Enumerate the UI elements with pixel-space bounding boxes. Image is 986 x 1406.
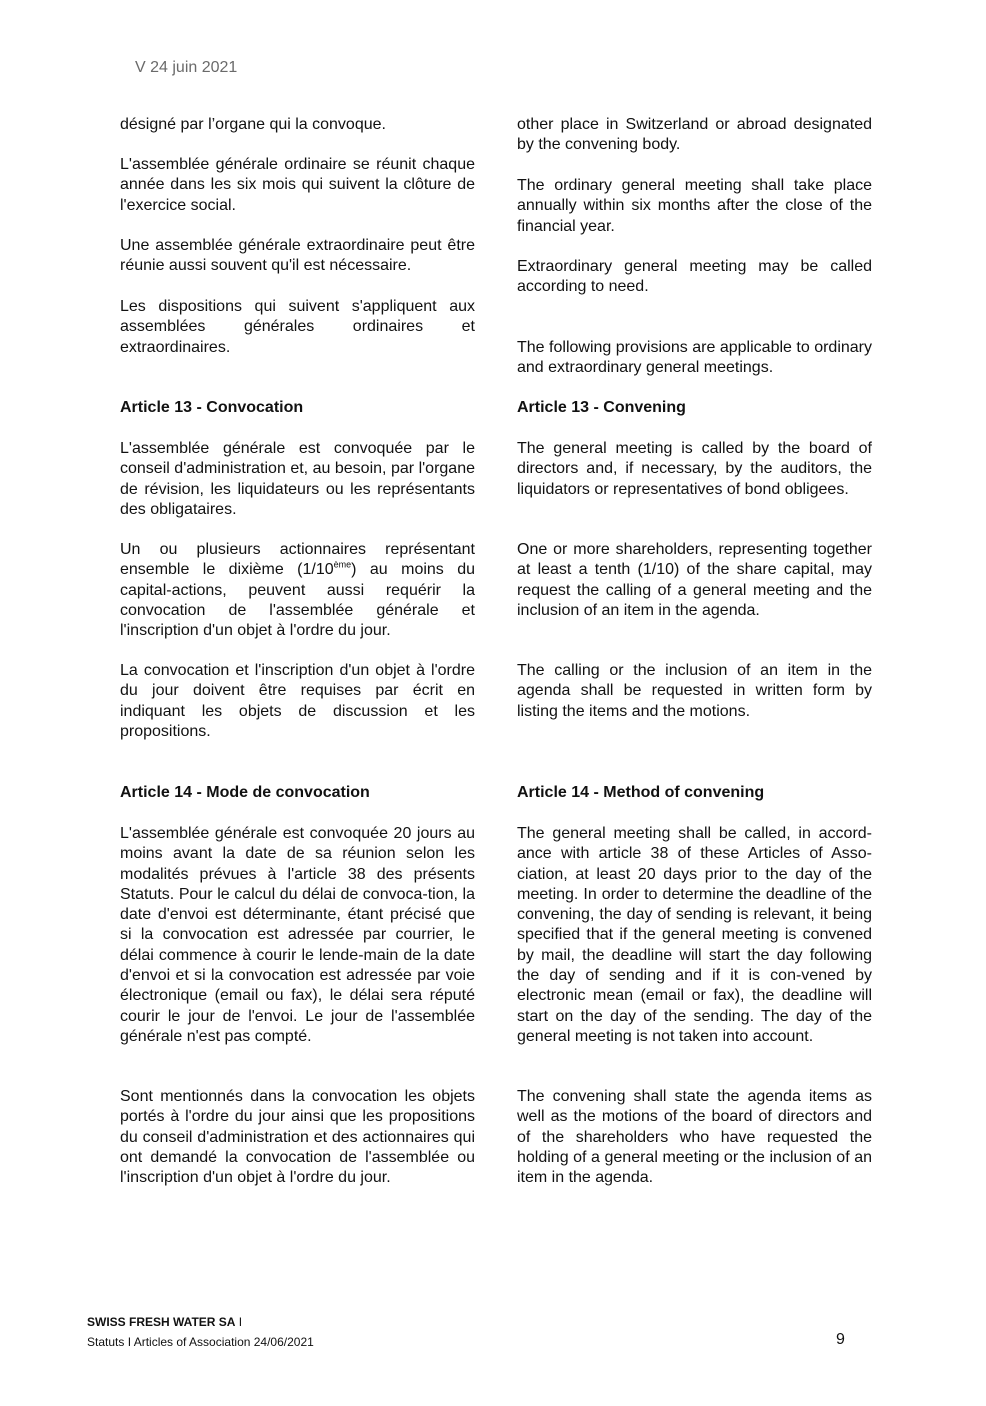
- french-paragraph-provisions: Les dispositions qui suivent s'appliquent aux assemblées générales ordinaires et extraordinaires.: [120, 298, 475, 356]
- french-paragraph-ordinary-meeting: L'assemblée générale ordinaire se réunit chaque année dans les six mois qui suivent la clôture de l'exercice social.: [120, 156, 475, 214]
- footer-document-title: Statuts I Articles of Association 24/06/2021: [87, 1335, 314, 1349]
- french-article-13-paragraph-2: [120, 540, 475, 641]
- english-paragraph-provisions: The following provisions are applicable to ordinary and extraordinary general meetings.: [517, 339, 872, 377]
- english-article-13-paragraph-1: The general meeting is called by the board of directors and, if necessary, by the auditors, the liquidators or representatives of bond obligees.: [517, 440, 872, 498]
- french-paragraph-extraordinary-meeting: Une assemblée générale extraordinaire peut être réunie aussi souvent qu'il est nécessaire.: [120, 237, 475, 275]
- english-paragraph-extraordinary-meeting: Extraordinary general meeting may be called according to need.: [517, 258, 872, 296]
- french-article-14-paragraph-1: L'assemblée générale est convoquée 20 jours au moins avant la date de sa réunion selon les modalités prévues à l'article 38 des présents Statuts. Pour le calcul du délai de convoca-tion, la date d'envoi est déterminante, étant précisé que si la convocation est adressée par courrier, le délai commence à courir le lende-main de la date d'envoi et si la convocation est adressée par voie électronique (email ou fax), le délai sera réputé courir le jour de l'envoi. Le jour de l'assemblée générale n'est pas compté.: [120, 825, 475, 1045]
- french-article-13-paragraph-2-start: Un ou plusieurs actionnaires représentant ensemble le dixième (1/10: [120, 541, 475, 579]
- english-article-14-paragraph-1: The general meeting shall be called, in accord-ance with article 38 of these Articles of Asso-ciation, at least 20 days prior to the day of the meeting. In order to determine the deadline of the convening, the day of sending is relevant, it being specified that if the general meeting is convened by mail, the deadline will start the day following the day of sending and if it is con-vened by electronic mean (email or fax), the deadline will start on the day of the sending. The day of the general meeting is not taken into account.: [517, 825, 872, 1045]
- french-ordinal-superscript: ème: [333, 559, 352, 570]
- french-article-14-heading: Article 14 - Mode de convocation: [120, 784, 370, 801]
- french-article-13-paragraph-2-end: ) au moins du capital-actions, peuvent aussi requérir la convocation de l'assemblée générale et l'inscription d'un objet à l'ordre du jour.: [120, 561, 476, 640]
- english-article-13-heading: Article 13 - Convening: [517, 399, 686, 416]
- english-paragraph-continuation: other place in Switzerland or abroad designated by the convening body.: [517, 116, 872, 154]
- french-paragraph-continuation: désigné par l’organe qui la convoque.: [120, 116, 386, 133]
- english-article-13-paragraph-2: One or more shareholders, representing together at least a tenth (1/10) of the share capital, may request the calling of a general meeting and the inclusion of an item in the agenda.: [517, 541, 872, 619]
- english-article-14-heading: Article 14 - Method of convening: [517, 784, 765, 801]
- footer-separator: I: [235, 1315, 243, 1329]
- french-article-14-paragraph-2: Sont mentionnés dans la convocation les objets portés à l'ordre du jour ainsi que les propositions du conseil d'administration et des actionnaires qui ont demandé la convocation de l'assemblée ou l'inscription d'un objet à l'ordre du jour.: [120, 1088, 475, 1187]
- footer-company-label: SWISS FRESH WATER SA: [87, 1315, 236, 1329]
- french-article-13-heading: Article 13 - Convocation: [120, 399, 304, 416]
- version-date: V 24 juin 2021: [135, 59, 238, 76]
- english-paragraph-ordinary-meeting: The ordinary general meeting shall take place annually within six months after the close of the financial year.: [517, 177, 872, 235]
- french-article-13-paragraph-1: L'assemblée générale est convoquée par le conseil d'administration et, au besoin, par l'organe de révision, les liquidateurs ou les représentants des obligataires.: [120, 440, 475, 518]
- page-number: 9: [836, 1331, 845, 1348]
- french-article-13-paragraph-3: La convocation et l'inscription d'un objet à l'ordre du jour doivent être requises par écrit en indiquant les objets de discussion et les propositions.: [120, 662, 475, 740]
- footer-company-name: [87, 1315, 242, 1329]
- english-article-14-paragraph-2: The convening shall state the agenda items as well as the motions of the board of directors and of the shareholders who have requested the holding of a general meeting or the inclusion of an item in the agenda.: [517, 1088, 872, 1187]
- english-article-13-paragraph-3: The calling or the inclusion of an item in the agenda shall be requested in written form by listing the items and the motions.: [517, 662, 872, 720]
